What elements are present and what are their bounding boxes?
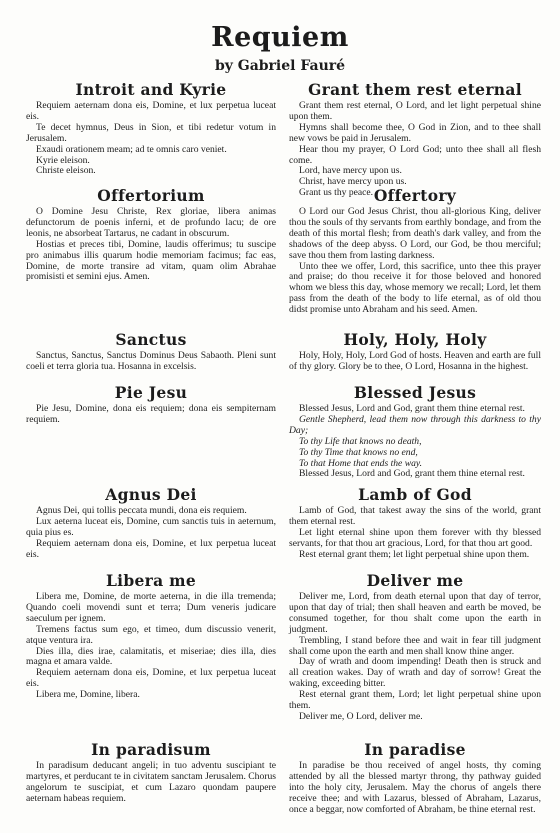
paragraph: Lux aeterna luceat eis, Domine, cum sanctis tuis in aeternum, quia pius es. xyxy=(26,515,276,538)
paragraph: O Domine Jesu Christe, Rex gloriae, libera animas defunctorum de poenis inferni, et de profundo lacu; de ore leonis, ne absorbeat Tartarus, ne cadant in obscurum. xyxy=(26,206,276,239)
paragraph: Day of wrath and doom impending! Death then is struck and all creation wakes. Day of wrath and day of sorrow! Great the waking, exceeding bitter. xyxy=(289,656,541,690)
section-blessed-jesus xyxy=(289,383,541,480)
section-heading: In paradise xyxy=(364,740,466,759)
paragraph: Requiem aeternam dona eis, Domine, et lux perpetua luceat eis. xyxy=(26,667,276,690)
section-pie-jesu xyxy=(26,383,276,426)
paragraph: Deliver me, Lord, from death eternal upon that day of terror, upon that day of trial; then shall heaven and earth be moved, be consumed together, for thou shalt come upon the earth in judgment. xyxy=(289,591,541,635)
paragraph: Requiem aeternam dona eis, Domine, et lux perpetua luceat eis. xyxy=(26,537,276,560)
paragraph: Exaudi orationem meam; ad te omnis caro veniet. xyxy=(36,143,227,155)
paragraph: Requiem aeternam dona eis, Domine, et lux perpetua luceat eis. xyxy=(26,100,276,122)
section-heading: Sanctus xyxy=(115,330,187,349)
section-heading: Holy, Holy, Holy xyxy=(343,330,487,349)
paragraph: In paradise be thou received of angel hosts, thy coming attended by all the blessed martyr throng, thy pathway guided into the holy city, Jerusalem. May the chorus of angels there receive thee; and with Lazarus, blessed of Abraham, Lazarus, once a beggar, now comforted of Abraham, be thine eternal rest. xyxy=(289,760,541,815)
section-offertory xyxy=(289,186,541,316)
section-sanctus xyxy=(26,330,276,373)
paragraph: Agnus Dei, qui tollis peccata mundi, dona eis requiem. xyxy=(36,505,247,516)
section-heading: Agnus Dei xyxy=(105,485,197,504)
section-grant-them-rest xyxy=(289,80,541,199)
paragraph: Grant us thy peace. xyxy=(299,187,374,199)
paragraph: Kyrie eleison. xyxy=(36,154,90,166)
paragraph: Unto thee we offer, Lord, this sacrifice, unto thee this prayer and praise; do thou receive it for those beloved and honored whom we bless this day, whose memory we recall; Lord, let them pass from the death of the body to life eternal, as of old thou didst promise unto Abraham and his seed. Amen. xyxy=(289,260,541,316)
paragraph: O Lord our God Jesus Christ, thou all-glorious King, deliver thou the souls of thy servants from earthly bondage, and from the death of this mortal flesh; from death's dark valley, and from the shadows of the deep abyss. O Lord, our God, be thou merciful; save thou them from lasting darkness. xyxy=(289,206,541,261)
page-subtitle: by Gabriel Fauré xyxy=(214,58,346,74)
section-introit xyxy=(26,80,276,177)
paragraph: Let light eternal shine upon them forever with thy blessed servants, for that thou art gracious, Lord, for that thou art good. xyxy=(289,526,541,549)
paragraph: Hear thou my prayer, O Lord God; unto thee shall all flesh come. xyxy=(289,143,541,166)
paragraph: Pie Jesu, Domine, dona eis requiem; dona eis sempiternam requiem. xyxy=(26,403,276,425)
paragraph: Blessed Jesus, Lord and God, grant them thine eternal rest. xyxy=(299,403,525,414)
paragraph: Deliver me, O Lord, deliver me. xyxy=(299,710,423,722)
paragraph: Te decet hymnus, Deus in Sion, et tibi redetur votum in Jerusalem. xyxy=(26,121,276,144)
paragraph: Hostias et preces tibi, Domine, laudis offerimus; tu suscipe pro animabus illis quarum hodie memoriam facimus; fac eas, Domine, de morte transire ad vitam, quam olim Abrahae promisisti et semini ejus. Amen. xyxy=(26,238,276,283)
paragraph: Sanctus, Sanctus, Sanctus Dominus Deus Sabaoth. Pleni sunt coeli et terra gloria tua. Hosanna in excelsis. xyxy=(26,350,276,372)
section-lamb-of-god xyxy=(289,485,541,561)
paragraph: Gentle Shepherd, lead them now through this darkness to thy Day; xyxy=(289,413,541,436)
paragraph: Trembling, I stand before thee and wait in fear till judgment shall come upon the earth and men shall know thine anger. xyxy=(289,634,541,657)
paragraph: Rest eternal grant them, Lord; let light perpetual shine upon them. xyxy=(289,689,541,712)
section-agnus-dei xyxy=(26,485,276,561)
paragraph: Christe eleison. xyxy=(36,165,96,177)
paragraph: Lord, have mercy upon us. xyxy=(299,165,402,177)
section-heading: Introit and Kyrie xyxy=(75,80,227,99)
paragraph: Libera me, Domine, libera. xyxy=(36,689,140,701)
paragraph: To thy Time that knows no end, xyxy=(299,446,418,458)
paragraph: Blessed Jesus, Lord and God, grant them thine eternal rest. xyxy=(299,468,525,480)
paragraph: Grant them rest eternal, O Lord, and let light perpetual shine upon them. xyxy=(289,100,541,122)
paragraph: Libera me, Domine, de morte aeterna, in die illa tremenda; Quando coeli movendi sunt et terra; Dum veneris judicare saeculum per ignem. xyxy=(26,591,276,624)
paragraph: To that Home that ends the way. xyxy=(299,457,423,469)
section-heading: Offertorium xyxy=(97,186,205,205)
paragraph: Tremens factus sum ego, et timeo, dum discussio venerit, atque ventura ira. xyxy=(26,623,276,646)
paragraph: In paradisum deducant angeli; in tuo adventu suscipiant te martyres, et perducant te in civitatem sanctam Jerusalem. Chorus angelorum te suscipiat, et cum Lazaro quondam paupere aeternam habeas requiem. xyxy=(26,760,276,804)
section-in-paradisum xyxy=(26,740,276,805)
section-heading: Grant them rest eternal xyxy=(308,80,522,99)
paragraph: Holy, Holy, Holy, Lord God of hosts. Heaven and earth are full of thy glory. Glory be to thee, O Lord, Hosanna in the highest. xyxy=(289,350,541,372)
paragraph: Rest eternal grant them; let light perpetual shine upon them. xyxy=(299,548,530,560)
paragraph: To thy Life that knows no death, xyxy=(299,435,422,447)
paragraph: Dies illa, dies irae, calamitatis, et miseriae; dies illa, dies magna et amara valde. xyxy=(26,645,276,668)
section-heading: Lamb of God xyxy=(358,485,472,504)
section-heading: Libera me xyxy=(105,571,197,590)
paragraph: Hymns shall become thee, O God in Zion, and to thee shall new vows be paid in Jerusalem. xyxy=(289,121,541,144)
section-heading: Pie Jesu xyxy=(114,383,188,402)
section-deliver-me xyxy=(289,571,541,723)
section-heading: Offertory xyxy=(373,186,457,205)
section-offertorium xyxy=(26,186,276,283)
paragraph: Christ, have mercy upon us. xyxy=(299,176,407,188)
section-heading: In paradisum xyxy=(91,740,211,759)
paragraph: Lamb of God, that takest away the sins of the world, grant them eternal rest. xyxy=(289,505,541,527)
section-heading: Blessed Jesus xyxy=(353,383,477,402)
section-heading: Deliver me xyxy=(366,571,464,590)
section-holy xyxy=(289,330,541,373)
section-libera-me xyxy=(26,571,276,701)
page-title: Requiem xyxy=(211,22,349,53)
section-in-paradise xyxy=(289,740,541,816)
